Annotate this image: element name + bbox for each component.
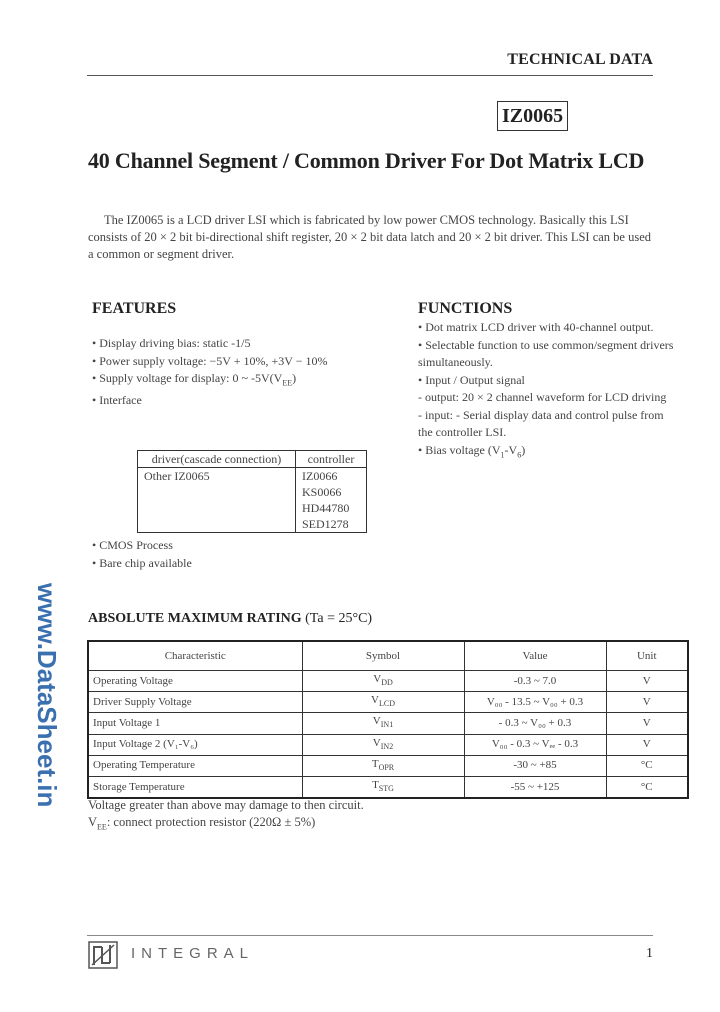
table-row [88,755,688,776]
function-item: • Dot matrix LCD driver with 40-channel output. [418,320,654,334]
notes [88,797,364,836]
amr-symbol: $T_{STG}$ [302,776,464,798]
amr-header-characteristic: Characteristic [88,641,302,671]
function-item: • Input / Output signal [418,372,525,387]
controller-cell: KS0066 [296,484,367,500]
note-line: Voltage greater than above may damage to then circuit. [88,798,364,812]
amr-table [87,640,689,799]
feature-item: • Bare chip available [92,555,192,570]
functions-list [418,319,680,463]
amr-header-unit: Unit [606,641,688,671]
feature-item: • Supply voltage for display: 0 ~ $-5V(V_{EE})$ [92,371,297,388]
amr-header-value: Value [464,641,606,671]
feature-item: • Display driving bias: static -1/5 [92,336,251,350]
amr-characteristic: Storage Temperature [88,776,302,798]
amr-value: -55 ~ +125 [464,776,606,798]
amr-characteristic: Driver Supply Voltage [88,692,302,713]
amr-unit: V [606,692,688,713]
interface-driver-cell: Other IZ0065 [138,468,296,533]
integral-logo-icon [88,941,118,969]
page-title: 40 Channel Segment / Common Driver For Dot Matrix LCD [88,148,645,173]
feature-item: • Interface [92,392,142,407]
footer-divider [87,935,653,936]
note-line: $V_{EE}$: connect protection resistor (220Ω ± 5%) [88,815,316,832]
features-list [92,335,327,409]
amr-symbol: $V_{DD}$ [302,671,464,692]
amr-unit: °C [606,755,688,776]
function-item: - input: - Serial display data and control pulse from the controller LSI. [418,407,664,439]
features-extra-list [92,537,192,572]
amr-symbol: $V_{LCD}$ [302,692,464,713]
header-divider [87,75,653,76]
amr-symbol: $T_{OPR}$ [302,755,464,776]
functions-heading: FUNCTIONS [418,300,513,317]
amr-symbol: $V_{IN1}$ [302,713,464,734]
function-item: • Selectable function to use common/segment drivers simultaneously. [418,337,674,369]
function-item: - output: 20 × 2 channel waveform for LCD driving [418,390,667,404]
amr-characteristic: Operating Temperature [88,755,302,776]
amr-symbol: $V_{IN2}$ [302,734,464,755]
intro-paragraph: The IZ0065 is a LCD driver LSI which is fabricated by low power CMOS technology. Basically this LSI consists of 20 × 2 bit bi-directional shift register, 20 × 2 bit data latch and 20 × 2 bit driver. This LSI can be used a common or segment driver. [88,213,652,261]
page-number: 1 [646,946,653,961]
controller-cell: SED1278 [296,516,367,533]
header-label: TECHNICAL DATA [507,51,653,68]
amr-heading: ABSOLUTE MAXIMUM RATING (Ta = 25°C) [88,611,373,626]
brand-name: INTEGRAL [131,945,255,962]
amr-characteristic: Operating Voltage [88,671,302,692]
amr-value: -30 ~ +85 [464,755,606,776]
features-heading: FEATURES [92,300,177,317]
table-row [88,734,688,755]
table-row [88,776,688,798]
controller-cell: HD44780 [296,500,367,516]
amr-characteristic: Input Voltage 1 [88,713,302,734]
amr-unit: V [606,713,688,734]
amr-value: -0.3 ~ 7.0 [464,671,606,692]
interface-header-controller: controller [296,451,367,468]
part-number: IZ0065 [497,101,568,131]
feature-item: • Power supply voltage: −5V + 10%, +3V − 10% [92,353,328,368]
controller-cell: IZ0066 [296,468,367,485]
table-row [88,692,688,713]
feature-item: • CMOS Process [92,538,173,552]
table-row [88,671,688,692]
amr-value: - 0.3 ~ V₀₀ + 0.3 [464,713,606,734]
watermark-text: www.DataSheet.in [32,583,62,808]
interface-header-driver: driver(cascade connection) [138,451,296,468]
amr-header-symbol: Symbol [302,641,464,671]
watermark [8,583,62,843]
amr-characteristic: Input Voltage 2 (V₁-V₆) [88,734,302,755]
amr-unit: V [606,734,688,755]
function-item: • Bias voltage $(V_1-V_6)$ [418,442,526,459]
amr-unit: °C [606,776,688,798]
amr-value: V₀₀ - 0.3 ~ Vₑₑ - 0.3 [464,734,606,755]
amr-value: V₀₀ - 13.5 ~ V₀₀ + 0.3 [464,692,606,713]
table-row [88,713,688,734]
amr-unit: V [606,671,688,692]
interface-table [137,450,367,533]
